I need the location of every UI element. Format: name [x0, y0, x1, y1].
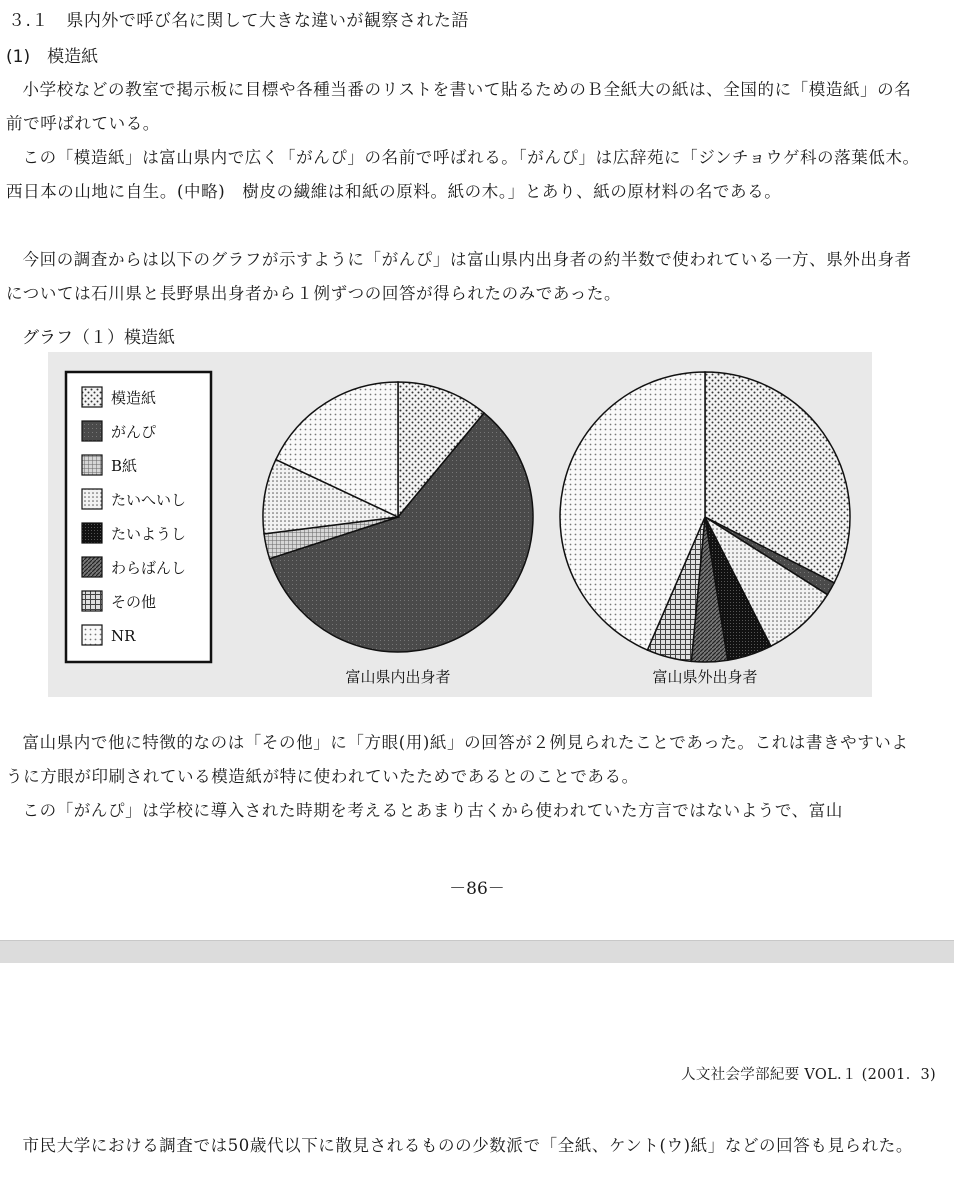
legend-swatch: [82, 387, 102, 407]
legend-swatch: [82, 489, 102, 509]
legend-label: わらばんし: [111, 559, 187, 577]
journal-header: 人文社会学部紀要 VOL.１ (2001．3): [681, 1067, 936, 1083]
pie-chart: [560, 372, 850, 686]
pie-chart: [263, 382, 533, 686]
pie-charts-svg: [48, 352, 872, 697]
legend-swatch: [82, 625, 102, 645]
legend-label: その他: [111, 593, 157, 611]
section-heading: ３.１ 県内外で呼び名に関して大きな違いが観察された語: [8, 11, 469, 31]
legend-label: 模造紙: [111, 389, 157, 407]
legend-swatch: [82, 455, 102, 475]
legend-swatch: [82, 557, 102, 577]
body-paragraph: 小学校などの教室で掲示板に目標や各種当番のリストを書いて貼るためのＢ全紙大の紙は、全国的に「模造紙」の名前で呼ばれている。: [6, 80, 912, 133]
pie-chart-figure: [48, 352, 872, 697]
body-paragraph: この「がんぴ」は学校に導入された時期を考えるとあまり古くから使われていた方言ではないようで、富山: [22, 801, 843, 820]
legend-label: たいへいし: [111, 491, 187, 509]
body-paragraph: 富山県内で他に特徴的なのは「その他」に「方眼(用)紙」の回答が２例見られたことであった。これは書きやすいように方眼が印刷されている模造紙が特に使われていたためであるとのことである。: [6, 733, 909, 786]
body-paragraph: 今回の調査からは以下のグラフが示すように「がんぴ」は富山県内出身者の約半数で使われている一方、県外出身者については石川県と長野県出身者から１例ずつの回答が得られたのみであった。: [6, 250, 912, 303]
pie-chart-title: 富山県外出身者: [652, 668, 758, 686]
legend-box: [66, 372, 211, 662]
legend-label: がんぴ: [111, 423, 157, 441]
legend-label: B紙: [111, 457, 138, 475]
legend-label: NR: [111, 627, 136, 645]
body-paragraph: この「模造紙」は富山県内で広く「がんぴ」の名前で呼ばれる。「がんぴ」は広辞苑に「ジンチョウゲ科の落葉低木。西日本の山地に自生。(中略) 樹皮の繊維は和紙の原料。紙の木。」とあり、紙の原材料の名である。: [6, 148, 920, 201]
body-paragraph: 市民大学における調査では50歳代以下に散見されるものの少数派で「全紙、ケント(ウ)紙」などの回答も見られた。: [22, 1136, 913, 1155]
subsection-heading: (1) 模造紙: [6, 47, 99, 67]
legend-swatch: [82, 523, 102, 543]
page-separator: [0, 940, 954, 964]
legend-swatch: [82, 591, 102, 611]
page-number: －86－: [449, 879, 505, 899]
pie-chart-title: 富山県内出身者: [345, 668, 451, 686]
graph-caption: グラフ（１）模造紙: [22, 328, 175, 348]
legend-label: たいようし: [111, 525, 187, 543]
legend-swatch: [82, 421, 102, 441]
